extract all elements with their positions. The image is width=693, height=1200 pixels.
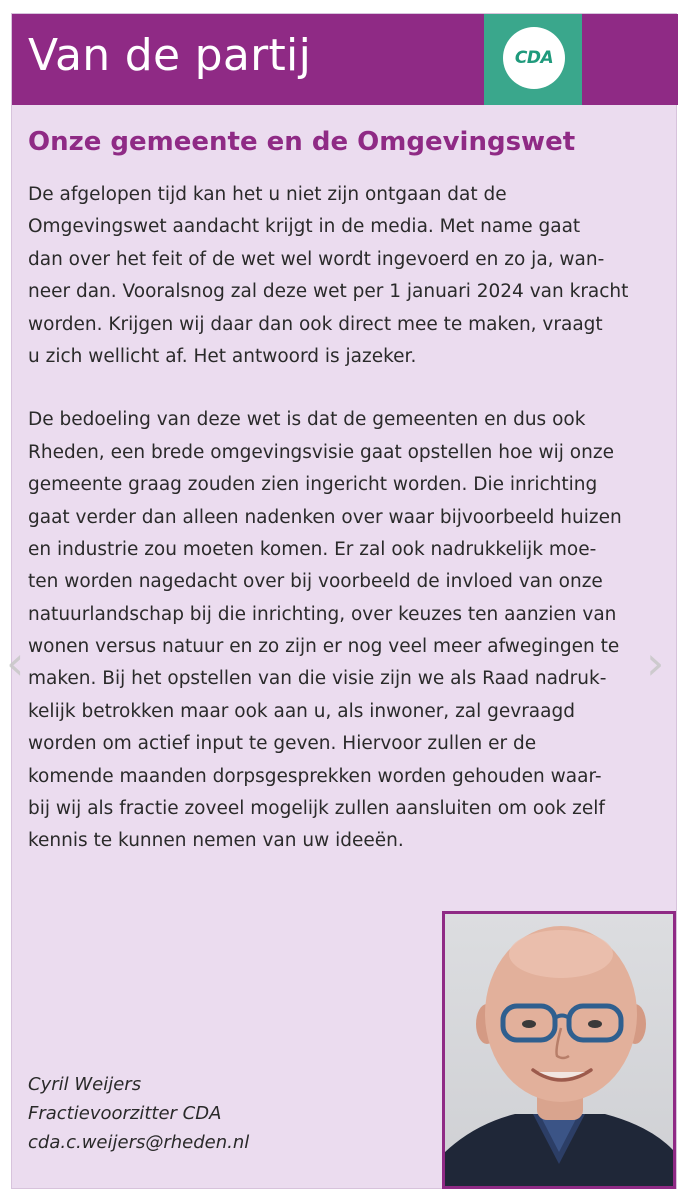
article-title: Onze gemeente en de Omgevingswet	[28, 127, 576, 157]
body-line: De afgelopen tijd kan het u niet zijn ontgaan dat de	[28, 184, 507, 205]
body-line: dan over het feit of de wet wel wordt ingevoerd en zo ja, wan-	[28, 248, 605, 270]
body-line: wonen versus natuur en zo zijn er nog veel meer afwegingen te	[28, 636, 620, 658]
body-line: kennis te kunnen nemen van uw ideeën.	[28, 830, 404, 852]
header-banner	[12, 14, 678, 105]
cda-logo-circle	[503, 27, 565, 89]
body-line: kelijk betrokken maar ook aan u, als inwoner, zal gevraagd	[28, 700, 575, 722]
body-line: bij wij als fractie zoveel mogelijk zullen aansluiten om ook zelf	[28, 798, 605, 820]
body-line: ten worden nagedacht over bij voorbeeld de invloed van onze	[28, 571, 603, 593]
previous-arrow-icon[interactable]: ‹	[6, 636, 25, 690]
body-line: u zich wellicht af. Het antwoord is jazeker.	[28, 345, 417, 367]
body-line: worden om actief input te geven. Hiervoor zullen er de	[28, 733, 537, 755]
body-line: neer dan. Vooralsnog zal deze wet per 1 januari 2024 van kracht	[28, 281, 629, 303]
author-email[interactable]: cda.c.weijers@rheden.nl	[28, 1132, 250, 1153]
body-line: gemeente graag zouden zien ingericht worden. Die inrichting	[28, 474, 598, 496]
body-line: gaat verder dan alleen nadenken over waar bijvoorbeeld huizen	[28, 506, 622, 528]
body-line: Rheden, een brede omgevingsvisie gaat opstellen hoe wij onze	[28, 441, 614, 463]
author-role: Fractievoorzitter CDA	[28, 1103, 222, 1124]
body-line: natuurlandschap bij die inrichting, over keuzes ten aanzien van	[28, 603, 617, 625]
body-line: en industrie zou moeten komen. Er zal ook nadrukkelijk moe-	[28, 538, 597, 560]
body-line: De bedoeling van deze wet is dat de gemeenten en dus ook	[28, 409, 586, 431]
author-photo	[442, 911, 676, 1189]
article-body	[28, 179, 660, 858]
body-line: worden. Krijgen wij daar dan ook direct mee te maken, vraagt	[28, 313, 603, 335]
signature-block	[28, 1070, 249, 1157]
cda-logo-text: CDA	[514, 48, 554, 68]
author-portrait	[445, 914, 673, 1186]
body-line: maken. Bij het opstellen van die visie zijn we als Raad nadruk-	[28, 668, 607, 690]
body-line: Omgevingswet aandacht krijgt in de media. Met name gaat	[28, 216, 581, 238]
section-title: Van de partij	[28, 30, 312, 81]
newsletter-page	[11, 13, 677, 1189]
author-name: Cyril Weijers	[28, 1074, 142, 1095]
cda-logo	[484, 14, 582, 105]
next-arrow-icon[interactable]: ›	[646, 636, 665, 690]
paragraph-gap	[28, 373, 660, 404]
body-line: komende maanden dorpsgesprekken worden gehouden waar-	[28, 765, 602, 787]
